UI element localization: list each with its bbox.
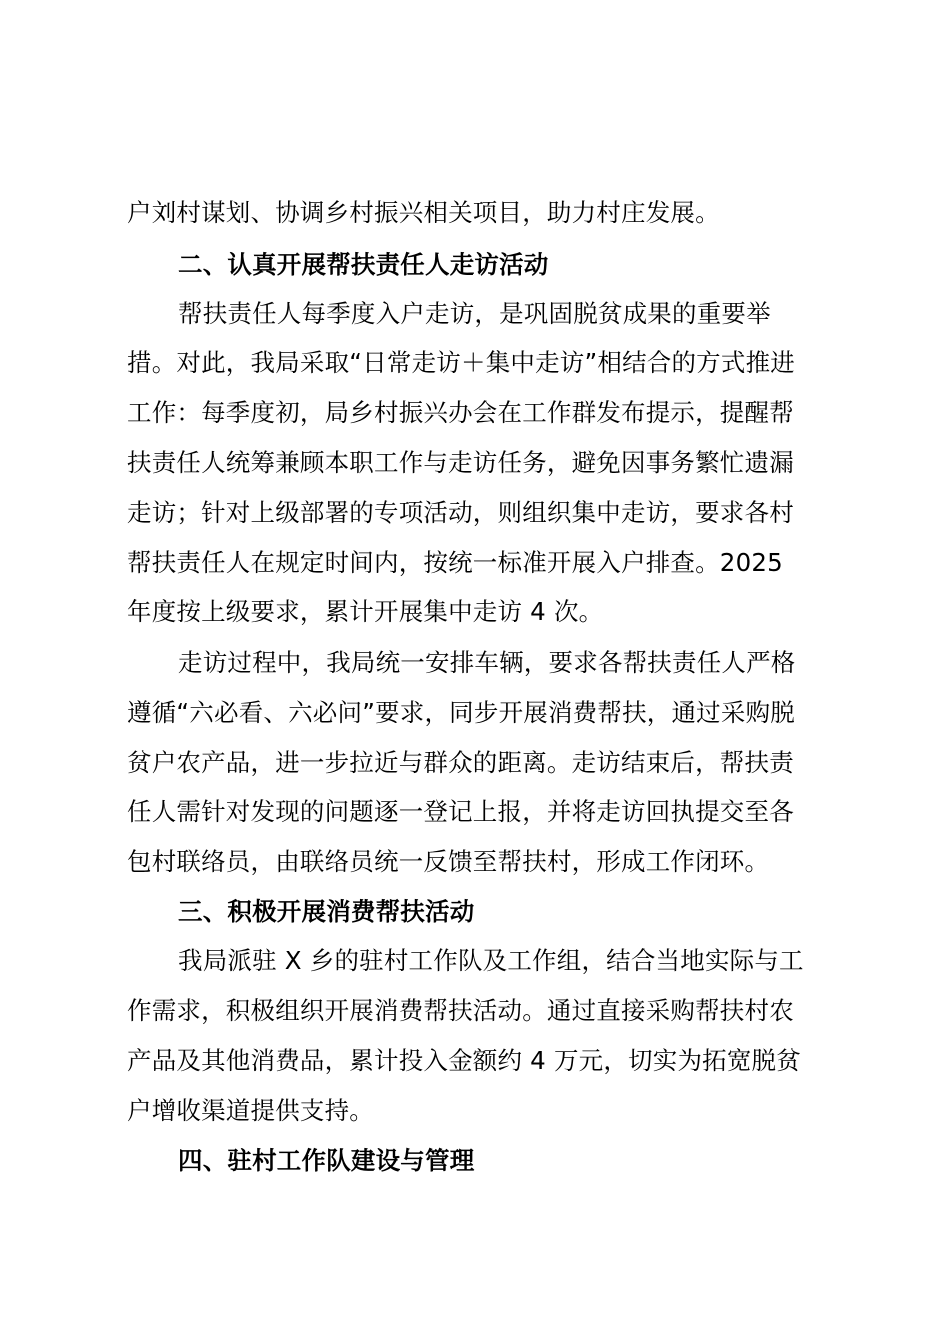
paragraph-line: 户增收渠道提供支持。 bbox=[127, 1096, 374, 1125]
section-heading-3: 三、积极开展消费帮扶活动 bbox=[178, 897, 475, 926]
paragraph-line: 措。对此，我局采取“日常走访＋集中走访”相结合的方式推进 bbox=[127, 348, 795, 377]
paragraph-line: 贫户农产品，进一步拉近与群众的距离。走访结束后，帮扶责 bbox=[127, 748, 794, 777]
paragraph-line: 帮扶责任人每季度入户走访，是巩固脱贫成果的重要举 bbox=[178, 299, 771, 328]
paragraph-line: 走访过程中，我局统一安排车辆，要求各帮扶责任人严格 bbox=[178, 648, 796, 677]
paragraph-line: 扶责任人统筹兼顾本职工作与走访任务，避免因事务繁忙遗漏 bbox=[127, 448, 794, 477]
paragraph-line: 年度按上级要求，累计开展集中走访 4 次。 bbox=[127, 597, 604, 626]
section-heading-2: 二、认真开展帮扶责任人走访活动 bbox=[178, 250, 549, 279]
paragraph-line: 工作：每季度初，局乡村振兴办会在工作群发布提示，提醒帮 bbox=[127, 398, 794, 427]
paragraph-line: 包村联络员，由联络员统一反馈至帮扶村，形成工作闭环。 bbox=[127, 847, 770, 876]
paragraph-line: 遵循“六必看、六必问”要求，同步开展消费帮扶，通过采购脱 bbox=[127, 698, 795, 727]
paragraph-line: 我局派驻 X 乡的驻村工作队及工作组，结合当地实际与工 bbox=[178, 946, 804, 975]
paragraph-line: 帮扶责任人在规定时间内，按统一标准开展入户排查。2025 bbox=[127, 548, 783, 577]
paragraph-line: 任人需针对发现的问题逐一登记上报，并将走访回执提交至各 bbox=[127, 797, 794, 826]
paragraph-line: 作需求，积极组织开展消费帮扶活动。通过直接采购帮扶村农 bbox=[127, 996, 794, 1025]
section-heading-4: 四、驻村工作队建设与管理 bbox=[178, 1146, 475, 1175]
paragraph-line: 产品及其他消费品，累计投入金额约 4 万元，切实为拓宽脱贫 bbox=[127, 1046, 801, 1075]
paragraph-line: 户刘村谋划、协调乡村振兴相关项目，助力村庄发展。 bbox=[127, 198, 720, 227]
paragraph-line: 走访；针对上级部署的专项活动，则组织集中走访，要求各村 bbox=[127, 498, 794, 527]
